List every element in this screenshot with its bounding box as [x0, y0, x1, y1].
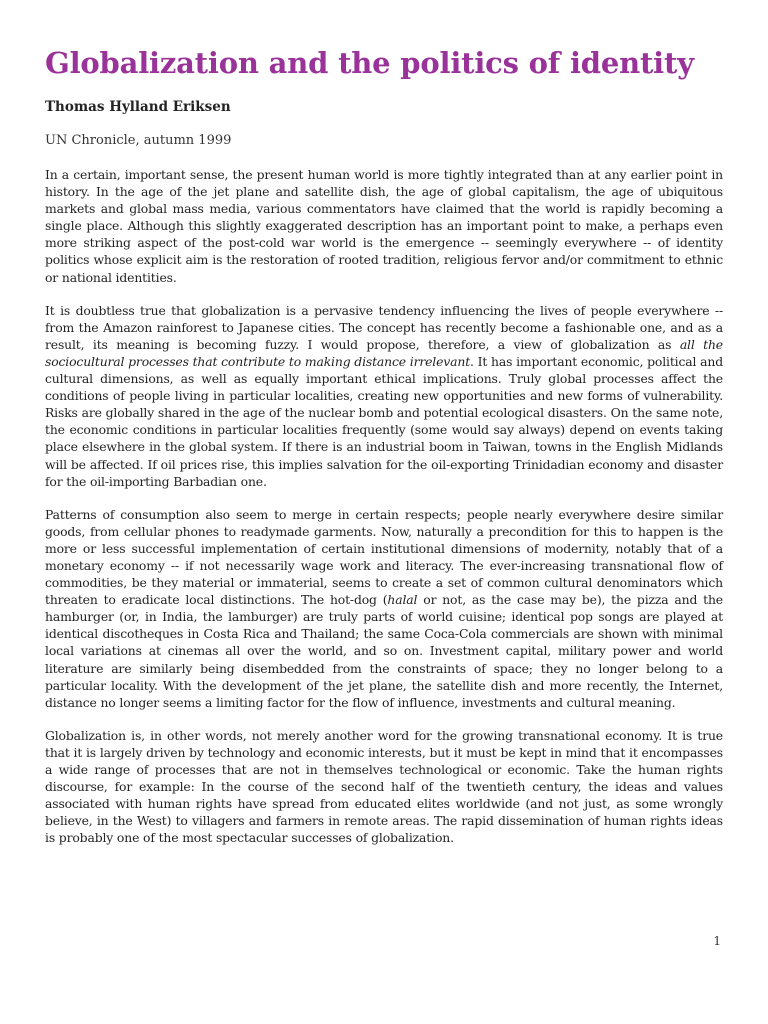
publication-source: UN Chronicle, autumn 1999	[45, 133, 232, 148]
paragraph-3	[45, 506, 723, 711]
document-title: Globalization and the politics of identity	[45, 46, 694, 80]
paragraph-text: Globalization is, in other words, not merely another word for the growing transnational economy. It is true that it is largely driven by technology and economic interests, but it must be kept in mind that it encompasses a wide range of processes that are not in themselves technological or economic. Take the human rights discourse, for example: In the course of the second half of the twentieth century, the ideas and values associated with human rights have spread from educated elites worldwide (and not just, as some wrongly believe, in the West) to villagers and farmers in remote areas. The rapid dissemination of human rights ideas is probably one of the most spectacular successes of globalization.	[45, 727, 723, 846]
paragraph-text: or not, as the case may be), the pizza and the hamburger (or, in India, the lamburger) are truly parts of world cuisine; identical pop songs are played at identical discotheques in Costa Rica and Thailand; the same Coca-Cola commercials are shown with minimal local variations at cinemas all over the world, and so on. Investment capital, military power and world literature are similarly being disembedded from the constraints of space; they no longer belong to a particular locality. With the development of the jet plane, the satellite dish and more recently, the Internet, distance no longer seems a limiting factor for the flow of influence, investments and cultural meaning.	[45, 592, 723, 710]
emphasized-definition: all the sociocultural processes that contribute to making distance irrelevant	[45, 336, 723, 369]
paragraph-text: It is doubtless true that globalization is a pervasive tendency influencing the lives of people everywhere -- from the Amazon rainforest to Japanese cities. The concept has recently become a fashionable one, and as a result, its meaning is becoming fuzzy. I would propose, therefore, a view of globalization as	[45, 302, 723, 352]
paragraph-text: In a certain, important sense, the present human world is more tightly integrated than at any earlier point in history. In the age of the jet plane and satellite dish, the age of global capitalism, the age of ubiquitous markets and global mass media, various commentators have claimed that the world is rapidly becoming a single place. Although this slightly exaggerated description has an important point to make, a perhaps even more striking aspect of the post-cold war world is the emergence -- seemingly everywhere -- of identity politics whose explicit aim is the restoration of rooted tradition, religious fervor and/or commitment to ethnic or national identities.	[45, 167, 723, 285]
paragraph-text: . It has important economic, political and cultural dimensions, as well as equally important ethical implications. Truly global processes affect the conditions of people living in particular localities, creating new opportunities and new forms of vulnerability. Risks are globally shared in the age of the nuclear bomb and potential ecological disasters. On the same note, the economic conditions in particular localities frequently (some would say always) depend on events taking place elsewhere in the global system. If there is an industrial boom in Taiwan, towns in the English Midlands will be affected. If oil prices rise, this implies salvation for the oil-exporting Trinidadian economy and disaster for the oil-importing Barbadian one.	[45, 353, 723, 489]
paragraph-text: Patterns of consumption also seem to merge in certain respects; people nearly everywhere desire similar goods, from cellular phones to readymade garments. Now, naturally a precondition for this to happen is the more or less successful implementation of certain institutional dimensions of modernity, notably that of a monetary economy -- if not necessarily wage work and literacy. The ever-increasing transnational flow of commodities, be they material or immaterial, seems to create a set of common cultural denominators which threaten to eradicate local distinctions. The hot-dog (	[45, 506, 723, 608]
paragraph-1	[45, 166, 723, 286]
paragraph-2	[45, 302, 723, 490]
author-name: Thomas Hylland Eriksen	[45, 99, 231, 115]
paragraph-4	[45, 727, 723, 847]
emphasized-term: halal	[387, 592, 418, 608]
page-number: 1	[713, 934, 721, 948]
